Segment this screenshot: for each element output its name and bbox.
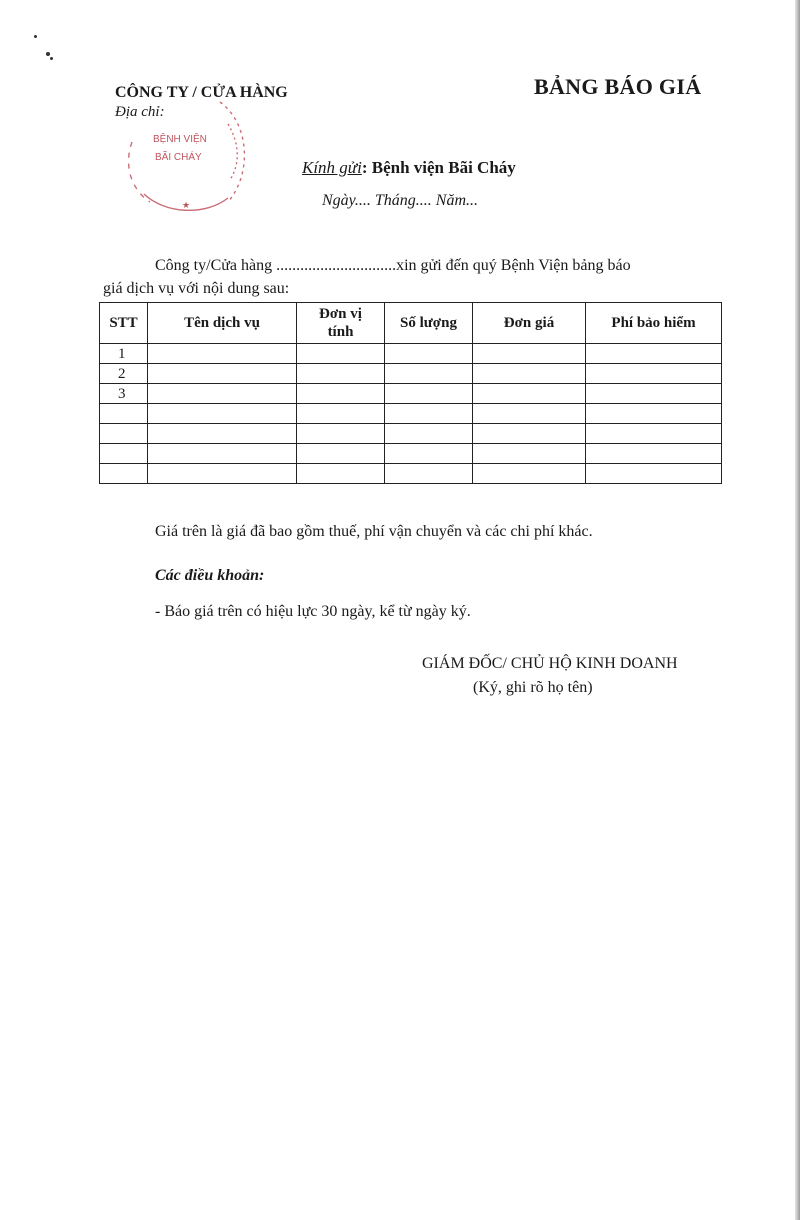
recipient-label: Kính gửi (302, 158, 362, 177)
col-header-unit-line1: Đơn vị (319, 306, 362, 322)
table-cell (586, 404, 722, 424)
table-cell (586, 364, 722, 384)
table-cell: 1 (100, 344, 148, 364)
table-cell (297, 464, 385, 484)
col-header-stt: STT (100, 303, 148, 344)
signature-note: (Ký, ghi rõ họ tên) (473, 679, 593, 696)
intro-line-1: Công ty/Cửa hàng ..............................xin gửi đến quý Bệnh Viện bảng báo (155, 257, 631, 274)
table-cell (148, 444, 297, 464)
col-header-unit-price: Đơn giá (473, 303, 586, 344)
table-row (100, 424, 722, 444)
table-cell (297, 424, 385, 444)
table-cell (473, 464, 586, 484)
address-label: Địa chỉ: (115, 104, 165, 120)
table-cell (473, 344, 586, 364)
table-cell (473, 364, 586, 384)
table-cell (586, 424, 722, 444)
table-row (100, 404, 722, 424)
table-cell (100, 424, 148, 444)
quotation-table (99, 302, 722, 484)
table-cell: 3 (100, 384, 148, 404)
table-cell (297, 364, 385, 384)
table-cell (473, 444, 586, 464)
table-cell (586, 464, 722, 484)
table-header-row (100, 303, 722, 344)
table-cell (586, 444, 722, 464)
signature-title: GIÁM ĐỐC/ CHỦ HỘ KINH DOANH (422, 655, 678, 672)
table-cell (148, 424, 297, 444)
table-cell (586, 344, 722, 364)
table-cell (297, 384, 385, 404)
table-row (100, 344, 722, 364)
document-title: BẢNG BÁO GIÁ (534, 74, 702, 99)
term-item: - Báo giá trên có hiệu lực 30 ngày, kể từ ngày ký. (155, 603, 471, 620)
table-cell (473, 404, 586, 424)
table-cell (297, 444, 385, 464)
recipient-line (302, 158, 516, 178)
terms-title: Các điều khoản: (155, 567, 265, 584)
table-cell (473, 384, 586, 404)
table-row (100, 364, 722, 384)
table-cell (385, 424, 473, 444)
col-header-quantity: Số lượng (385, 303, 473, 344)
table-cell (148, 344, 297, 364)
table-cell (385, 464, 473, 484)
table-cell (586, 384, 722, 404)
col-header-unit (297, 303, 385, 344)
table-cell (148, 364, 297, 384)
table-row (100, 464, 722, 484)
table-cell (100, 444, 148, 464)
table-cell (100, 464, 148, 484)
table-cell (385, 384, 473, 404)
table-cell (100, 404, 148, 424)
table-cell (148, 464, 297, 484)
scan-speck (34, 35, 37, 38)
col-header-service-name: Tên dịch vụ (148, 303, 297, 344)
stamp-line-1: BỆNH VIỆN (153, 134, 207, 145)
price-note: Giá trên là giá đã bao gồm thuế, phí vận chuyển và các chi phí khác. (155, 523, 593, 540)
table-row (100, 444, 722, 464)
stamp-star-icon: ★ (182, 201, 191, 211)
scan-speck (50, 57, 53, 60)
table-cell (385, 404, 473, 424)
recipient-name: : Bệnh viện Bãi Cháy (361, 158, 516, 177)
date-line: Ngày.... Tháng.... Năm... (322, 192, 479, 209)
page-edge-shadow (795, 0, 800, 1220)
table-cell (297, 404, 385, 424)
stamp-line-2: BÃI CHÁY (155, 152, 202, 163)
company-label: CÔNG TY / CỬA HÀNG (115, 84, 288, 101)
table-cell (297, 344, 385, 364)
intro-line-2: giá dịch vụ với nội dung sau: (103, 280, 290, 297)
table-cell (148, 404, 297, 424)
hospital-stamp (110, 94, 260, 224)
table-cell (385, 364, 473, 384)
table-cell (473, 424, 586, 444)
col-header-unit-line2: tính (327, 324, 354, 340)
table-cell (385, 344, 473, 364)
scan-speck (46, 52, 50, 56)
col-header-insurance-fee: Phí bảo hiểm (586, 303, 722, 344)
table-cell (385, 444, 473, 464)
table-row (100, 384, 722, 404)
table-cell (148, 384, 297, 404)
table-cell: 2 (100, 364, 148, 384)
